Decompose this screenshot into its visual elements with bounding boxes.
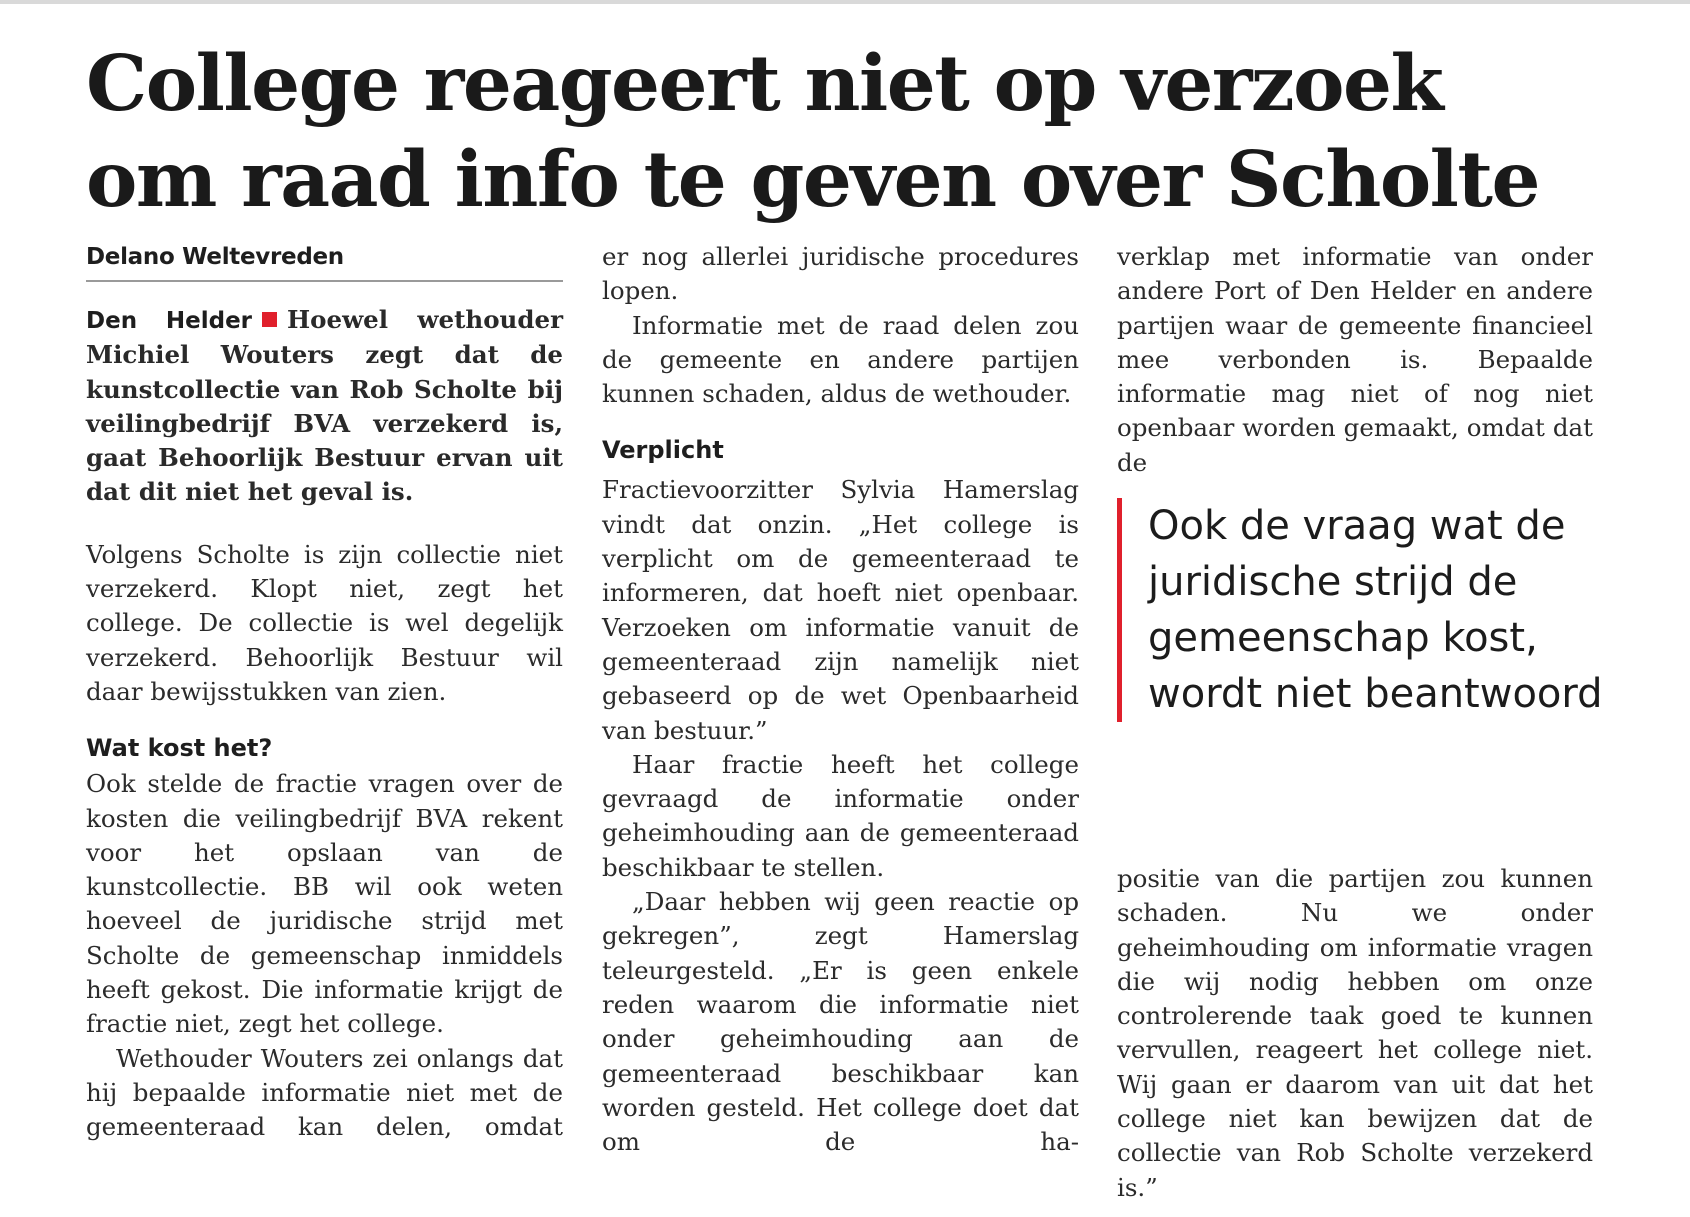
byline: Delano Weltevreden [86,240,563,282]
intro-paragraph [86,303,563,510]
dateline: Den Helder [86,308,253,334]
pull-quote: Ook de vraag wat de juridische strijd de gemeenschap kost, wordt niet beantwoord [1117,498,1624,722]
article-column-3-bottom [1117,862,1593,1205]
article-column-3-top [1117,240,1593,480]
paragraph: Informatie met de raad delen zou de gemeente en andere partijen kunnen schaden, aldus de wethouder. [602,310,1079,409]
article-column-2 [602,240,1079,1159]
paragraph: Ook stelde de fractie vragen over de kosten die veilingbedrijf BVA rekent voor het opslaan van de kunstcollectie. BB wil ook weten hoeveel de juridische strijd met Scholte de gemeenschap inmiddels heeft gekost. Die informatie krijgt de fractie niet, zegt het college. [86,769,563,1039]
article-column-1 [86,240,563,1145]
paragraph: Haar fractie heeft het college gevraagd de informatie onder geheimhouding aan de gemeenteraad beschikbaar te stellen. [602,749,1079,882]
headline-line-1: College reageert niet op verzoek [86,39,1443,129]
subheading-verplicht: Verplicht [602,436,724,465]
paragraph: Wethouder Wouters zei onlangs dat hij bepaalde informatie niet met de gemeenteraad kan delen, omdat [86,1043,563,1142]
top-border [0,0,1690,4]
subheading-wat-kost-het: Wat kost het? [86,734,273,763]
paragraph: positie van die partijen zou kunnen schaden. Nu we onder geheimhouding om informatie vragen die wij nodig hebben om onze controlerende taak goed te kunnen vervullen, reageert het college niet. Wij gaan er daarom van uit dat het college niet kan bewijzen dat de collectie van Rob Scholte verzekerd is.” [1117,864,1593,1202]
headline [86,36,1646,228]
paragraph: „Daar hebben wij geen reactie op gekregen”, zegt Hamerslag teleurgesteld. „Er is geen enkele reden waarom die informatie niet onder geheimhouding aan de gemeenteraad beschikbaar kan worden gesteld. Het college doet dat om de ha- [602,887,1079,1157]
paragraph: Volgens Scholte is zijn collectie niet verzekerd. Klopt niet, zegt het college. De collectie is wel degelijk verzekerd. Behoorlijk Bestuur wil daar bewijsstukken van zien. [86,539,563,706]
paragraph: er nog allerlei juridische procedures lopen. [602,242,1079,306]
headline-line-2: om raad info te geven over Scholte [86,135,1539,225]
paragraph: Fractievoorzitter Sylvia Hamerslag vindt dat onzin. „Het college is verplicht om de gemeenteraad te informeren, dat hoeft niet openbaar. Verzoeken om informatie vanuit de gemeenteraad zijn namelijk niet gebaseerd op de wet Openbaarheid van bestuur.” [602,475,1079,745]
intro-text: Hoewel wethouder Michiel Wouters zegt dat de kunstcollectie van Rob Scholte bij veilingbedrijf BVA verzekerd is, gaat Behoorlijk Bestuur ervan uit dat dit niet het geval is. [86,305,563,507]
paragraph: verklap met informatie van onder andere Port of Den Helder en andere partijen waar de gemeente financieel mee verbonden is. Bepaalde informatie mag niet of nog niet openbaar worden gemaakt, omdat dat de [1117,242,1593,477]
red-square-marker [262,312,277,327]
